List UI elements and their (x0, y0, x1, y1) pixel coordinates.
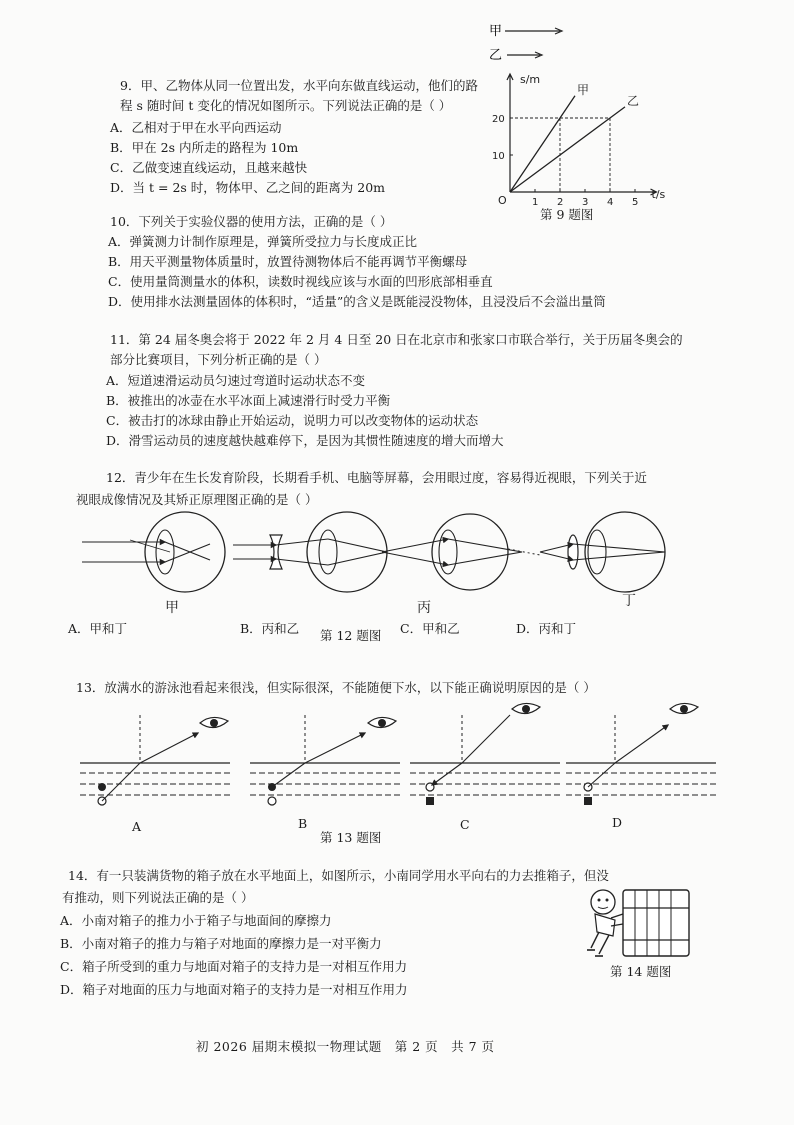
q13-diagram-a (80, 715, 230, 805)
q12-label-ding: 丁 (622, 593, 636, 609)
series-label-1: 乙 (627, 93, 640, 108)
crate-illustration (623, 890, 689, 956)
q12-option-a: A．甲和丁 (68, 621, 128, 636)
q9-legend (485, 15, 585, 75)
q14-stem-line1: 14．有一只装满货物的箱子放在水平地面上，如图所示，小南同学用水平向右的力去推箱子，但没 (68, 868, 609, 883)
q11-option-c: C．被击打的冰球由静止开始运动，说明力可以改变物体的运动状态 (106, 413, 479, 428)
q9-option-d: D．当 t = 2s 时，物体甲、乙之间的距离为 20m (110, 180, 386, 195)
q13-stem: 13．放满水的游泳池看起来很浅，但实际很深，不能随便下水，以下能正确说明原因的是（ ） (76, 680, 596, 695)
q13-label-c: C (460, 817, 470, 832)
q13-diagram-c (410, 703, 560, 805)
q13-label-a: A (132, 819, 142, 834)
q10-option-a: A．弹簧测力计制作原理是，弹簧所受拉力与长度成正比 (108, 234, 418, 249)
q13-diagram-d (566, 703, 716, 805)
q10-option-b: B．用天平测量物体质量时，放置待测物体后不能再调节平衡螺母 (108, 254, 468, 269)
q13-refraction-diagrams (80, 695, 720, 820)
q9-stem-line2: 程 s 随时间 t 变化的情况如图所示。下列说法正确的是（ ） (120, 98, 452, 113)
q14-boy-pushing-box-figure (585, 880, 695, 960)
x-tick-label-2: 2 (557, 197, 564, 208)
series-line-0 (510, 96, 575, 192)
series-label-0: 甲 (577, 82, 590, 97)
legend-yi-label: 乙 (489, 48, 503, 63)
x-tick-label-3: 3 (582, 197, 589, 208)
q12-figure-caption: 第 12 题图 (320, 628, 382, 643)
q9-stem-line1: 9．甲、乙物体从同一位置出发，水平向东做直线运动，他们的路 (120, 78, 478, 93)
q10-option-c: C．使用量筒测量水的体积，读数时视线应该与水面的凹形底部相垂直 (108, 274, 493, 289)
q11-option-d: D．滑雪运动员的速度越快越难停下，是因为其惯性随速度的增大而增大 (106, 433, 504, 448)
q12-option-c: C．甲和乙 (400, 621, 460, 636)
q12-label-jia: 甲 (165, 600, 179, 616)
q12-option-d: D．丙和丁 (516, 621, 577, 636)
q12-stem-line1: 12．青少年在生长发育阶段，长期看手机、电脑等屏幕，会用眼过度，容易得近视眼，下列关于近 (106, 470, 647, 485)
q11-option-a: A．短道速滑运动员匀速过弯道时运动状态不变 (106, 373, 366, 388)
legend-jia-label: 甲 (489, 24, 503, 39)
q14-option-b: B．小南对箱子的推力与箱子对地面的摩擦力是一对平衡力 (60, 936, 382, 951)
q9-figure-caption: 第 9 题图 (540, 207, 594, 222)
q9-option-a: A．乙相对于甲在水平向西运动 (110, 120, 282, 135)
q12-label-bing: 丙 (417, 600, 431, 616)
x-axis-label: t/s (651, 188, 666, 201)
x-tick-label-1: 1 (532, 197, 539, 208)
q11-option-b: B．被推出的冰壶在水平冰面上减速滑行时受力平衡 (106, 393, 391, 408)
x-tick-label-5: 5 (632, 197, 639, 208)
q14-stem-line2: 有推动，则下列说法正确的是（ ） (62, 890, 254, 905)
q14-option-a: A．小南对箱子的推力小于箱子与地面间的摩擦力 (60, 913, 332, 928)
q13-label-d: D (612, 815, 623, 830)
series-line-1 (510, 107, 625, 192)
q10-option-d: D．使用排水法测量固体的体积时，“适量”的含义是既能浸没物体，且浸没后不会溢出量筒 (108, 294, 606, 309)
page-footer: 初 2026 届期末模拟一物理试题 第 2 页 共 7 页 (196, 1039, 495, 1054)
q13-figure-caption: 第 13 题图 (320, 830, 382, 845)
y-tick-label-10: 10 (492, 151, 505, 162)
q14-option-c: C．箱子所受到的重力与地面对箱子的支持力是一对相互作用力 (60, 959, 408, 974)
q13-label-b: B (298, 816, 308, 831)
q14-option-d: D．箱子对地面的压力与地面对箱子的支持力是一对相互作用力 (60, 982, 408, 997)
q10-stem: 10．下列关于实验仪器的使用方法，正确的是（ ） (110, 214, 393, 229)
q11-stem-line1: 11．第 24 届冬奥会将于 2022 年 2 月 4 日至 20 日在北京市和张家口市联合举行，关于历届冬奥会的 (110, 332, 683, 347)
eye-diagram-ding (540, 512, 665, 592)
boy-illustration (587, 890, 623, 956)
q12-option-b: B．丙和乙 (240, 621, 300, 636)
q12-stem-line2: 视眼成像情况及其矫正原理图正确的是（ ） (76, 492, 318, 507)
eye-diagram-bing (382, 514, 540, 590)
q14-figure-caption: 第 14 题图 (610, 964, 672, 979)
eye-diagram-jia (82, 512, 225, 592)
eye-diagram-yi (233, 512, 387, 592)
q13-diagram-b (250, 715, 400, 805)
origin-label: O (498, 194, 507, 207)
q9-option-b: B．甲在 2s 内所走的路程为 10m (110, 140, 299, 155)
q9-distance-time-chart (480, 73, 690, 210)
y-tick-label-20: 20 (492, 114, 505, 125)
q11-stem-line2: 部分比赛项目，下列分析正确的是（ ） (110, 352, 327, 367)
x-tick-label-4: 4 (607, 197, 614, 208)
y-axis-label: s/m (520, 73, 541, 86)
q9-option-c: C．乙做变速直线运动，且越来越快 (110, 160, 308, 175)
